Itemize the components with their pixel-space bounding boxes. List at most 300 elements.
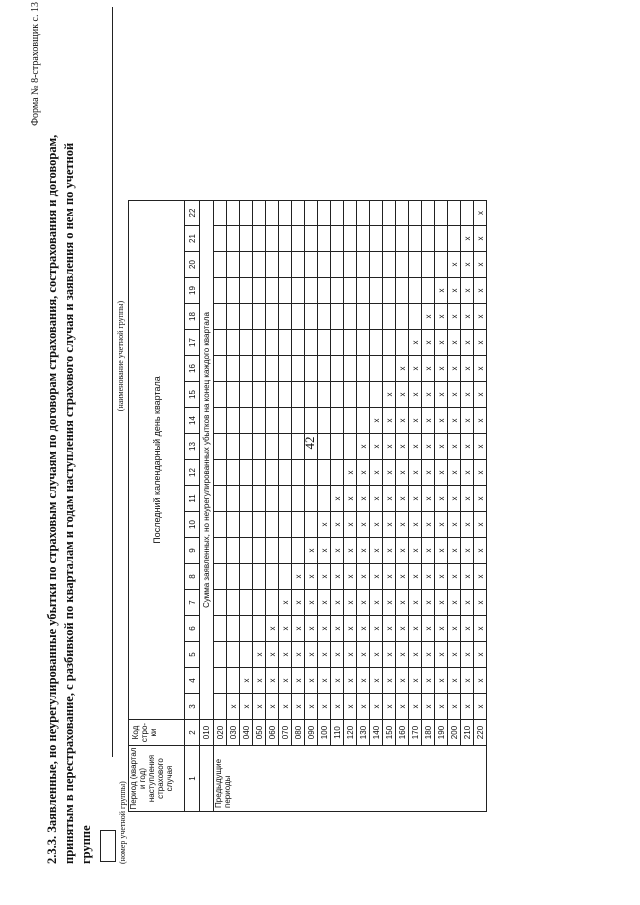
crossed-cell: x: [435, 694, 448, 720]
column-number-13: 13: [185, 434, 200, 460]
row-code: 070: [279, 720, 292, 746]
column-number-4: 4: [185, 668, 200, 694]
value-cell: [422, 278, 435, 304]
crossed-cell: x: [448, 694, 461, 720]
value-cell: [214, 642, 227, 668]
value-cell: [214, 668, 227, 694]
value-cell: [357, 252, 370, 278]
group-number-caption: (номер учетной группы): [118, 781, 127, 864]
value-cell: [357, 304, 370, 330]
value-cell: [422, 252, 435, 278]
value-cell: [214, 564, 227, 590]
value-cell: [318, 460, 331, 486]
crossed-cell: x: [474, 538, 487, 564]
column-number-21: 21: [185, 226, 200, 252]
table-row: [422, 201, 435, 812]
value-cell: [409, 226, 422, 252]
value-cell: [331, 408, 344, 434]
column-number-11: 11: [185, 486, 200, 512]
crossed-cell: x: [409, 460, 422, 486]
crossed-cell: x: [448, 356, 461, 382]
value-cell: [318, 252, 331, 278]
crossed-cell: x: [435, 564, 448, 590]
crossed-cell: x: [344, 642, 357, 668]
value-cell: [214, 694, 227, 720]
column-number-1: 1: [185, 746, 200, 812]
crossed-cell: x: [344, 616, 357, 642]
value-cell: [305, 512, 318, 538]
crossed-cell: x: [435, 668, 448, 694]
crossed-cell: x: [422, 642, 435, 668]
value-cell: [357, 226, 370, 252]
crossed-cell: x: [435, 356, 448, 382]
value-cell: [253, 408, 266, 434]
value-cell: [227, 668, 240, 694]
crossed-cell: x: [318, 694, 331, 720]
value-cell: [253, 356, 266, 382]
value-cell: [240, 642, 253, 668]
value-cell: [305, 434, 318, 460]
crossed-cell: x: [383, 382, 396, 408]
value-cell: [240, 460, 253, 486]
crossed-cell: x: [370, 616, 383, 642]
table-row: [266, 201, 279, 812]
crossed-cell: x: [474, 408, 487, 434]
crossed-cell: x: [461, 538, 474, 564]
previous-periods-label: Предыдущие периоды: [214, 746, 487, 812]
crossed-cell: x: [357, 564, 370, 590]
value-cell: [240, 356, 253, 382]
value-cell: [305, 226, 318, 252]
value-cell: [318, 201, 331, 226]
crossed-cell: x: [448, 382, 461, 408]
crossed-cell: x: [266, 642, 279, 668]
value-cell: [305, 356, 318, 382]
value-cell: [240, 278, 253, 304]
value-cell: [279, 486, 292, 512]
value-cell: [422, 201, 435, 226]
value-cell: [253, 304, 266, 330]
crossed-cell: x: [448, 252, 461, 278]
value-cell: [227, 564, 240, 590]
value-cell: [331, 252, 344, 278]
crossed-cell: x: [474, 252, 487, 278]
value-cell: [448, 201, 461, 226]
row-code: 110: [331, 720, 344, 746]
table-row: [318, 201, 331, 812]
value-cell: [383, 252, 396, 278]
crossed-cell: x: [422, 616, 435, 642]
value-cell: [227, 356, 240, 382]
crossed-cell: x: [383, 434, 396, 460]
value-cell: [227, 642, 240, 668]
crossed-cell: x: [435, 590, 448, 616]
value-cell: [344, 278, 357, 304]
crossed-cell: x: [383, 590, 396, 616]
crossed-cell: x: [383, 512, 396, 538]
value-cell: [292, 538, 305, 564]
value-cell: [227, 201, 240, 226]
crossed-cell: x: [448, 668, 461, 694]
crossed-cell: x: [396, 486, 409, 512]
row-code: 150: [383, 720, 396, 746]
crossed-cell: x: [409, 642, 422, 668]
crossed-cell: x: [370, 460, 383, 486]
crossed-cell: x: [461, 252, 474, 278]
head-code: Код стро-ки: [129, 720, 185, 746]
crossed-cell: x: [383, 616, 396, 642]
value-cell: [435, 226, 448, 252]
value-cell: [227, 538, 240, 564]
value-cell: [331, 382, 344, 408]
value-cell: [292, 512, 305, 538]
form-reference: Форма № 8-страховщик с. 13: [30, 2, 41, 126]
value-cell: [240, 512, 253, 538]
crossed-cell: x: [461, 304, 474, 330]
value-cell: [279, 330, 292, 356]
crossed-cell: x: [357, 590, 370, 616]
crossed-cell: x: [448, 408, 461, 434]
value-cell: [396, 330, 409, 356]
crossed-cell: x: [331, 512, 344, 538]
crossed-cell: x: [370, 668, 383, 694]
value-cell: [305, 408, 318, 434]
value-cell: [240, 616, 253, 642]
value-cell: [370, 382, 383, 408]
column-number-2: 2: [185, 720, 200, 746]
title-line-1: 2.3.3. Заявленные, но неурегулированные убытки по страховым случаям по договорам страхования, сострахования и договорам,: [45, 134, 59, 864]
value-cell: [214, 460, 227, 486]
value-cell: [253, 564, 266, 590]
crossed-cell: x: [357, 512, 370, 538]
crossed-cell: x: [461, 616, 474, 642]
value-cell: [227, 512, 240, 538]
crossed-cell: x: [370, 590, 383, 616]
value-cell: [227, 226, 240, 252]
table-row: [370, 201, 383, 812]
crossed-cell: x: [422, 382, 435, 408]
value-cell: [240, 226, 253, 252]
crossed-cell: x: [357, 460, 370, 486]
value-cell: [279, 460, 292, 486]
value-cell: [292, 304, 305, 330]
value-cell: [227, 252, 240, 278]
table-row: [331, 201, 344, 812]
crossed-cell: x: [396, 538, 409, 564]
value-cell: [318, 408, 331, 434]
crossed-cell: x: [318, 642, 331, 668]
value-cell: [253, 252, 266, 278]
value-cell: [279, 408, 292, 434]
crossed-cell: x: [370, 408, 383, 434]
crossed-cell: x: [279, 590, 292, 616]
value-cell: [266, 382, 279, 408]
crossed-cell: x: [422, 356, 435, 382]
value-cell: [292, 408, 305, 434]
value-cell: [253, 201, 266, 226]
value-cell: [357, 330, 370, 356]
row-code: 180: [422, 720, 435, 746]
value-cell: [266, 512, 279, 538]
value-cell: [279, 356, 292, 382]
table-row: [292, 201, 305, 812]
crossed-cell: x: [461, 382, 474, 408]
value-cell: [292, 486, 305, 512]
value-cell: [253, 590, 266, 616]
value-cell: [292, 278, 305, 304]
value-cell: [266, 564, 279, 590]
value-cell: [331, 226, 344, 252]
crossed-cell: x: [396, 356, 409, 382]
value-cell: [266, 330, 279, 356]
crossed-cell: x: [435, 642, 448, 668]
value-cell: [214, 201, 227, 226]
value-cell: [253, 330, 266, 356]
crossed-cell: x: [422, 486, 435, 512]
value-cell: [214, 278, 227, 304]
crossed-cell: x: [292, 642, 305, 668]
table-row: [357, 201, 370, 812]
crossed-cell: x: [422, 694, 435, 720]
value-cell: [435, 252, 448, 278]
value-cell: [253, 616, 266, 642]
value-cell: [331, 278, 344, 304]
crossed-cell: x: [474, 590, 487, 616]
value-cell: [227, 616, 240, 642]
crossed-cell: x: [409, 356, 422, 382]
rotated-page-content: [8, 0, 608, 892]
crossed-cell: x: [461, 694, 474, 720]
crossed-cell: x: [266, 616, 279, 642]
value-cell: [396, 304, 409, 330]
value-cell: [383, 304, 396, 330]
value-cell: [240, 434, 253, 460]
value-cell: [331, 356, 344, 382]
value-cell: [435, 201, 448, 226]
value-cell: [383, 330, 396, 356]
value-cell: [240, 252, 253, 278]
crossed-cell: x: [435, 304, 448, 330]
row-code: 030: [227, 720, 240, 746]
crossed-cell: x: [344, 668, 357, 694]
crossed-cell: x: [448, 434, 461, 460]
crossed-cell: x: [422, 330, 435, 356]
crossed-cell: x: [435, 278, 448, 304]
crossed-cell: x: [396, 564, 409, 590]
row-code: 120: [344, 720, 357, 746]
crossed-cell: x: [435, 408, 448, 434]
crossed-cell: x: [318, 564, 331, 590]
value-cell: [396, 278, 409, 304]
value-cell: [305, 201, 318, 226]
value-cell: [370, 356, 383, 382]
value-cell: [227, 304, 240, 330]
crossed-cell: x: [331, 590, 344, 616]
table-row: [279, 201, 292, 812]
column-number-12: 12: [185, 460, 200, 486]
value-cell: [292, 356, 305, 382]
crossed-cell: x: [435, 382, 448, 408]
crossed-cell: x: [435, 616, 448, 642]
crossed-cell: x: [344, 538, 357, 564]
column-number-5: 5: [185, 642, 200, 668]
crossed-cell: x: [409, 486, 422, 512]
value-cell: [279, 226, 292, 252]
value-cell: [409, 304, 422, 330]
value-cell: [357, 201, 370, 226]
crossed-cell: x: [448, 538, 461, 564]
value-cell: [357, 408, 370, 434]
value-cell: [266, 486, 279, 512]
value-cell: [331, 304, 344, 330]
value-cell: [214, 408, 227, 434]
value-cell: [279, 512, 292, 538]
crossed-cell: x: [396, 642, 409, 668]
value-cell: [292, 434, 305, 460]
value-cell: [227, 278, 240, 304]
crossed-cell: x: [318, 590, 331, 616]
crossed-cell: x: [344, 460, 357, 486]
value-cell: [253, 460, 266, 486]
value-cell: [370, 278, 383, 304]
crossed-cell: x: [383, 564, 396, 590]
table-row: [214, 201, 227, 812]
crossed-cell: x: [344, 694, 357, 720]
value-cell: [292, 252, 305, 278]
crossed-cell: x: [331, 616, 344, 642]
row-code: 100: [318, 720, 331, 746]
crossed-cell: x: [396, 434, 409, 460]
crossed-cell: x: [461, 512, 474, 538]
crossed-cell: x: [422, 460, 435, 486]
crossed-cell: x: [409, 512, 422, 538]
crossed-cell: x: [227, 694, 240, 720]
value-cell: [305, 486, 318, 512]
value-cell: [448, 226, 461, 252]
crossed-cell: x: [357, 668, 370, 694]
crossed-cell: x: [396, 460, 409, 486]
value-cell: [253, 538, 266, 564]
value-cell: [240, 330, 253, 356]
value-cell: [227, 486, 240, 512]
table-row: [305, 201, 318, 812]
crossed-cell: x: [396, 668, 409, 694]
crossed-cell: x: [474, 668, 487, 694]
crossed-cell: x: [448, 512, 461, 538]
value-cell: [344, 201, 357, 226]
crossed-cell: x: [305, 668, 318, 694]
row-code: 040: [240, 720, 253, 746]
crossed-cell: x: [292, 694, 305, 720]
value-cell: [253, 278, 266, 304]
value-cell: [318, 486, 331, 512]
value-cell: [409, 278, 422, 304]
head-period: Период (квартал и год) наступления страхового случая: [129, 746, 185, 812]
table-row: [461, 201, 474, 812]
crossed-cell: x: [474, 642, 487, 668]
value-cell: [331, 330, 344, 356]
crossed-cell: x: [357, 642, 370, 668]
crossed-cell: x: [409, 668, 422, 694]
crossed-cell: x: [383, 460, 396, 486]
value-cell: [292, 460, 305, 486]
value-cell: [279, 278, 292, 304]
value-cell: [305, 382, 318, 408]
value-cell: [461, 201, 474, 226]
crossed-cell: x: [305, 538, 318, 564]
crossed-cell: x: [331, 668, 344, 694]
value-cell: [370, 304, 383, 330]
crossed-cell: x: [305, 616, 318, 642]
crossed-cell: x: [318, 668, 331, 694]
value-cell: [292, 330, 305, 356]
crossed-cell: x: [292, 590, 305, 616]
crossed-cell: x: [461, 330, 474, 356]
column-number-18: 18: [185, 304, 200, 330]
crossed-cell: x: [409, 330, 422, 356]
value-cell: [279, 201, 292, 226]
value-cell: [383, 201, 396, 226]
value-cell: [396, 226, 409, 252]
column-number-9: 9: [185, 538, 200, 564]
crossed-cell: x: [396, 382, 409, 408]
value-cell: [279, 382, 292, 408]
value-cell: [396, 252, 409, 278]
crossed-cell: x: [474, 564, 487, 590]
value-cell: [331, 201, 344, 226]
value-cell: [214, 252, 227, 278]
value-cell: [240, 304, 253, 330]
row-code: 060: [266, 720, 279, 746]
row-code: 170: [409, 720, 422, 746]
crossed-cell: x: [318, 512, 331, 538]
value-cell: [357, 382, 370, 408]
title-line-2: принятым в перестрахование, с разбивкой по кварталам и годам наступления страхового случая и заявления о нем по учетной: [62, 142, 76, 864]
value-cell: [279, 538, 292, 564]
crossed-cell: x: [409, 564, 422, 590]
value-cell: [227, 330, 240, 356]
crossed-cell: x: [305, 564, 318, 590]
crossed-cell: x: [253, 668, 266, 694]
value-cell: [240, 201, 253, 226]
value-cell: [318, 226, 331, 252]
value-cell: [305, 330, 318, 356]
crossed-cell: x: [396, 590, 409, 616]
value-cell: [318, 304, 331, 330]
crossed-cell: x: [370, 642, 383, 668]
value-cell: [305, 304, 318, 330]
value-cell: [383, 278, 396, 304]
value-cell: [253, 434, 266, 460]
value-cell: [266, 226, 279, 252]
value-cell: [318, 434, 331, 460]
crossed-cell: x: [461, 434, 474, 460]
table-row: [383, 201, 396, 812]
value-cell: [370, 226, 383, 252]
crossed-cell: x: [279, 694, 292, 720]
value-cell: [266, 590, 279, 616]
crossed-cell: x: [357, 616, 370, 642]
crossed-cell: x: [474, 486, 487, 512]
value-cell: [279, 564, 292, 590]
crossed-cell: x: [396, 616, 409, 642]
head-last-day: Последний календарный день квартала: [129, 201, 185, 720]
crossed-cell: x: [474, 382, 487, 408]
page-number: 42: [302, 436, 317, 450]
value-cell: [344, 304, 357, 330]
crossed-cell: x: [383, 642, 396, 668]
table-row: [409, 201, 422, 812]
